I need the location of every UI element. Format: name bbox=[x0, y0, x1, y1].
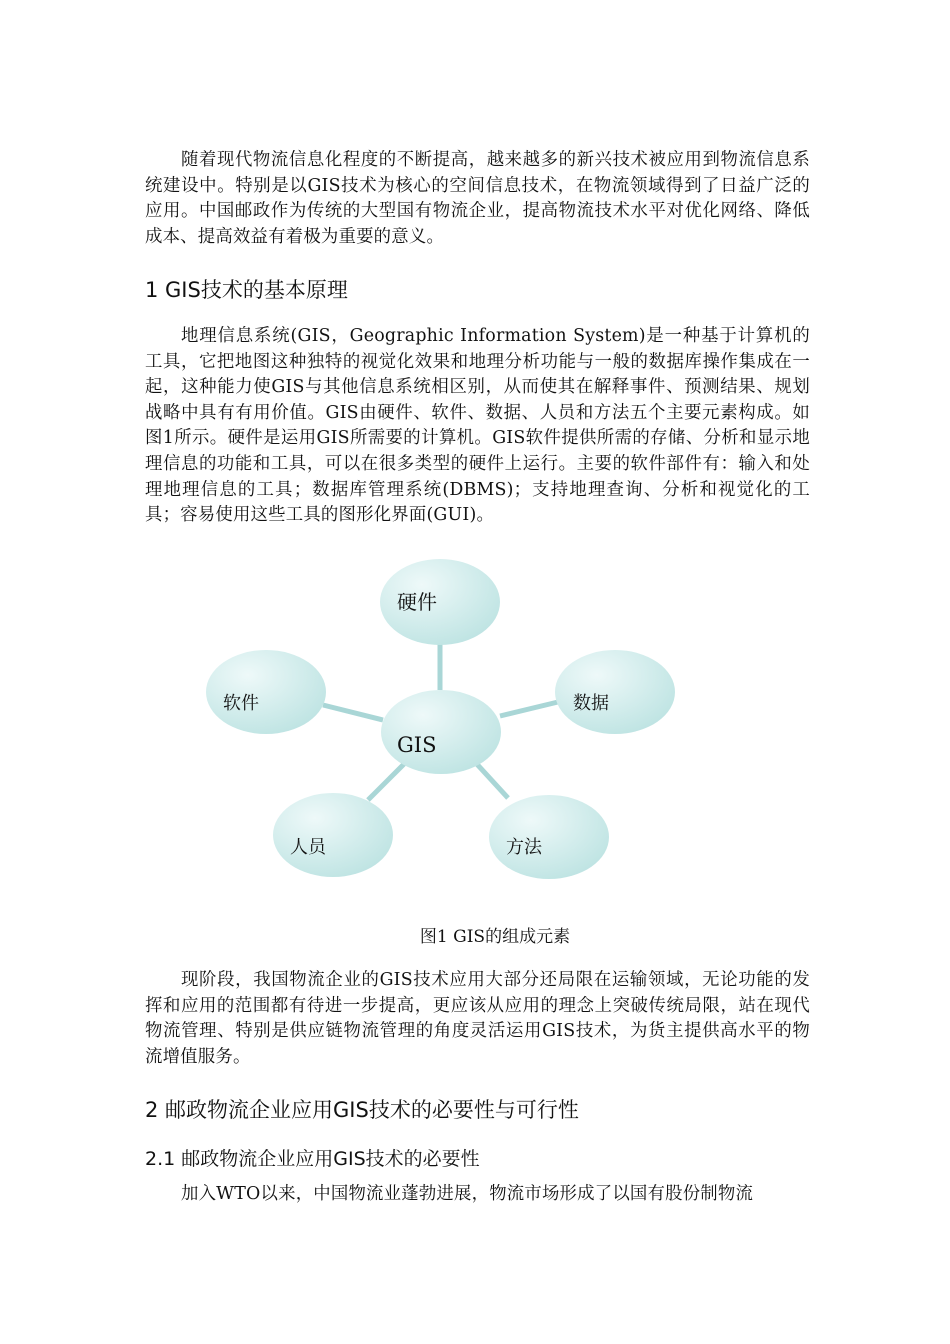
section-2-1-heading: 2.1 邮政物流企业应用GIS技术的必要性 bbox=[145, 1148, 480, 1170]
connector-data bbox=[500, 702, 558, 716]
gis-center-label: GIS bbox=[397, 733, 437, 757]
data-label: 数据 bbox=[573, 693, 609, 714]
people-node bbox=[273, 793, 393, 877]
section-2-1-paragraph: 加入WTO以来，中国物流业蓬勃进展，物流市场形成了以国有股份制物流 bbox=[181, 1184, 754, 1204]
intro-paragraph: 随着现代物流信息化程度的不断提高，越来越多的新兴技术被应用到物流信息系统建设中。特别是以GIS技术为核心的空间信息技术，在物流领域得到了日益广泛的应用。中国邮政作为传统的大型国有物流企业，提高物流技术水平对优化网络、降低成本、提高效益有着极为重要的意义。 bbox=[145, 150, 810, 247]
data-node bbox=[555, 650, 675, 734]
methods-label: 方法 bbox=[506, 837, 542, 858]
gis-center-node bbox=[381, 690, 501, 774]
gis-components-diagram bbox=[190, 550, 690, 890]
software-node bbox=[206, 650, 326, 734]
software-label: 软件 bbox=[223, 693, 259, 714]
connector-software bbox=[323, 705, 383, 720]
hardware-label: 硬件 bbox=[397, 590, 437, 614]
connector-people bbox=[368, 760, 408, 800]
people-label: 人员 bbox=[290, 837, 326, 858]
section-1-heading: 1 GIS技术的基本原理 bbox=[145, 278, 348, 302]
section-1-paragraph-2: 现阶段，我国物流企业的GIS技术应用大部分还局限在运输领域，无论功能的发挥和应用的范围都有待进一步提高，更应该从应用的理念上突破传统局限，站在现代物流管理、特别是供应链物流管理的角度灵活运用GIS技术，为货主提供高水平的物流增值服务。 bbox=[145, 970, 810, 1067]
section-1-paragraph: 地理信息系统(GIS，Geographic Information System)是一种基于计算机的工具，它把地图这种独特的视觉化效果和地理分析功能与一般的数据库操作集成在一起，这种能力使GIS与其他信息系统相区别，从而使其在解释事件、预测结果、规划战略中具有有用价值。GIS由硬件、软件、数据、人员和方法五个主要元素构成。如图1所示。硬件是运用GIS所需要的计算机。GIS软件提供所需的存储、分析和显示地理信息的功能和工具，可以在很多类型的硬件上运行。主要的软件部件有：输入和处理地理信息的工具；数据库管理系统(DBMS)；支持地理查询、分析和视觉化的工具；容易使用这些工具的图形化界面(GUI)。 bbox=[145, 326, 810, 526]
section-2-heading: 2 邮政物流企业应用GIS技术的必要性与可行性 bbox=[145, 1098, 579, 1122]
figure-caption: 图1 GIS的组成元素 bbox=[419, 927, 571, 947]
connector-methods bbox=[475, 762, 508, 798]
